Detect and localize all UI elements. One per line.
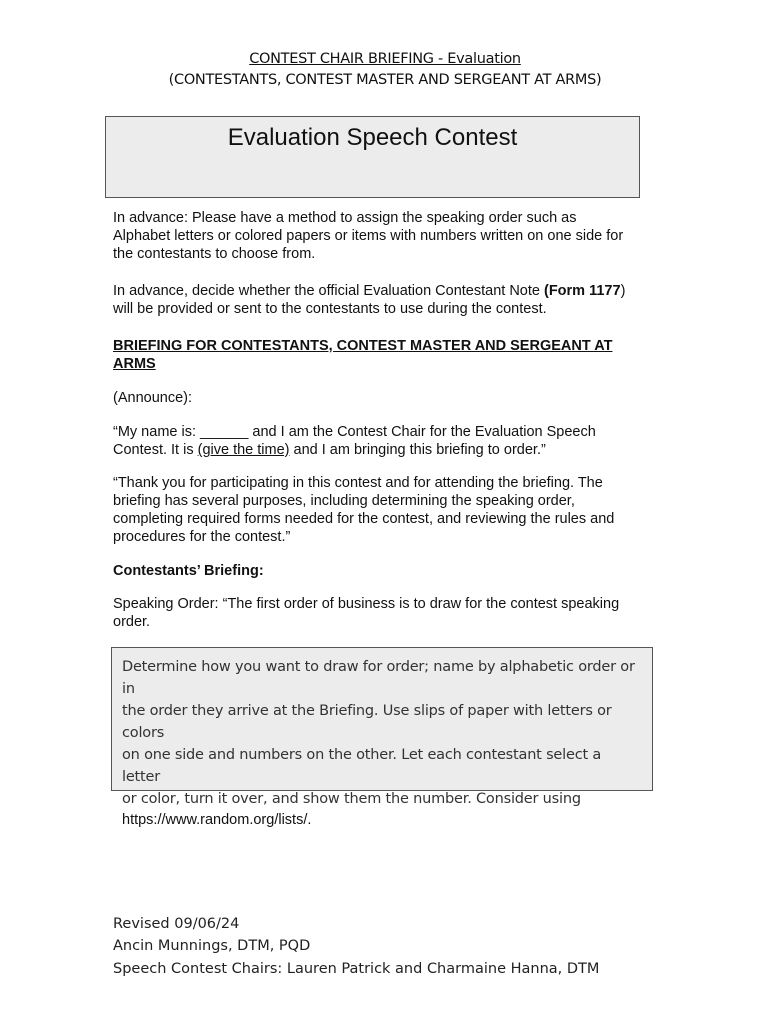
note-line-2: the order they arrive at the Briefing. Use slips of paper with letters or colors [122,703,612,741]
my-name-paragraph [113,423,658,459]
note-line-1: Determine how you want to draw for order; name by alphabetic order or in [122,659,635,697]
revised-date: Revised 09/06/24 [113,916,240,932]
random-org-link[interactable]: https://www.random.org/lists/. [122,812,312,828]
advance-paragraph-1 [113,209,658,263]
thank-you-line-4: procedures for the contest.” [113,529,291,545]
contestants-briefing-heading: Contestants’ Briefing: [113,563,264,579]
speaking-order-line-2: order. [113,614,151,630]
thank-you-paragraph [113,474,658,546]
title-box [105,116,640,198]
advance-2-text: In advance, decide whether the official Evaluation Contestant Note [113,283,544,299]
my-name-text-end: and I am bringing this briefing to order.” [289,442,546,458]
briefing-heading [113,337,658,373]
briefing-heading-line-2: ARMS [113,356,156,372]
document-subtitle: (CONTESTANTS, CONTEST MASTER AND SERGEANT AT ARMS) [168,72,602,88]
document-title: CONTEST CHAIR BRIEFING - Evaluation [249,51,521,67]
speaking-order-paragraph [113,595,658,631]
thank-you-line-1: “Thank you for participating in this contest and for attending the briefing. The [113,475,603,491]
thank-you-line-3: completing required forms needed for the contest, and reviewing the rules and [113,511,615,527]
speaking-order-line-1: Speaking Order: “The first order of business is to draw for the contest speaking [113,596,620,612]
advance-2-close-paren: ) [620,283,626,299]
note-line-3: on one side and numbers on the other. Let each contestant select a letter [122,747,602,785]
instruction-note-box [111,647,653,828]
advance-2-line-1 [113,282,658,300]
contest-title: Evaluation Speech Contest [227,124,518,151]
thank-you-line-2: briefing has several purposes, including determining the speaking order, [113,493,575,509]
my-name-text: Contest. It is [113,442,198,458]
advance-paragraph-2 [113,282,658,318]
give-the-time: (give the time) [197,442,290,458]
author-line: Ancin Munnings, DTM, PQD [113,938,311,954]
form-number: (Form 1177 [543,283,621,299]
advance-1-line-3: the contestants to choose from. [113,246,316,262]
contest-chairs-line: Speech Contest Chairs: Lauren Patrick and Charmaine Hanna, DTM [113,961,600,977]
advance-2-line-2: will be provided or sent to the contestants to use during the contest. [113,301,547,317]
announce-label: (Announce): [113,390,192,406]
note-line-4: or color, turn it over, and show them the number. Consider using [122,791,581,807]
advance-1-line-2: Alphabet letters or colored papers or items with numbers written on one side for [113,228,624,244]
my-name-line-2 [113,441,658,459]
my-name-line-1: “My name is: ______ and I am the Contest Chair for the Evaluation Speech [113,424,596,440]
briefing-heading-line-1: BRIEFING FOR CONTESTANTS, CONTEST MASTER AND SERGEANT AT [113,338,613,354]
advance-1-line-1: In advance: Please have a method to assign the speaking order such as [113,210,577,226]
